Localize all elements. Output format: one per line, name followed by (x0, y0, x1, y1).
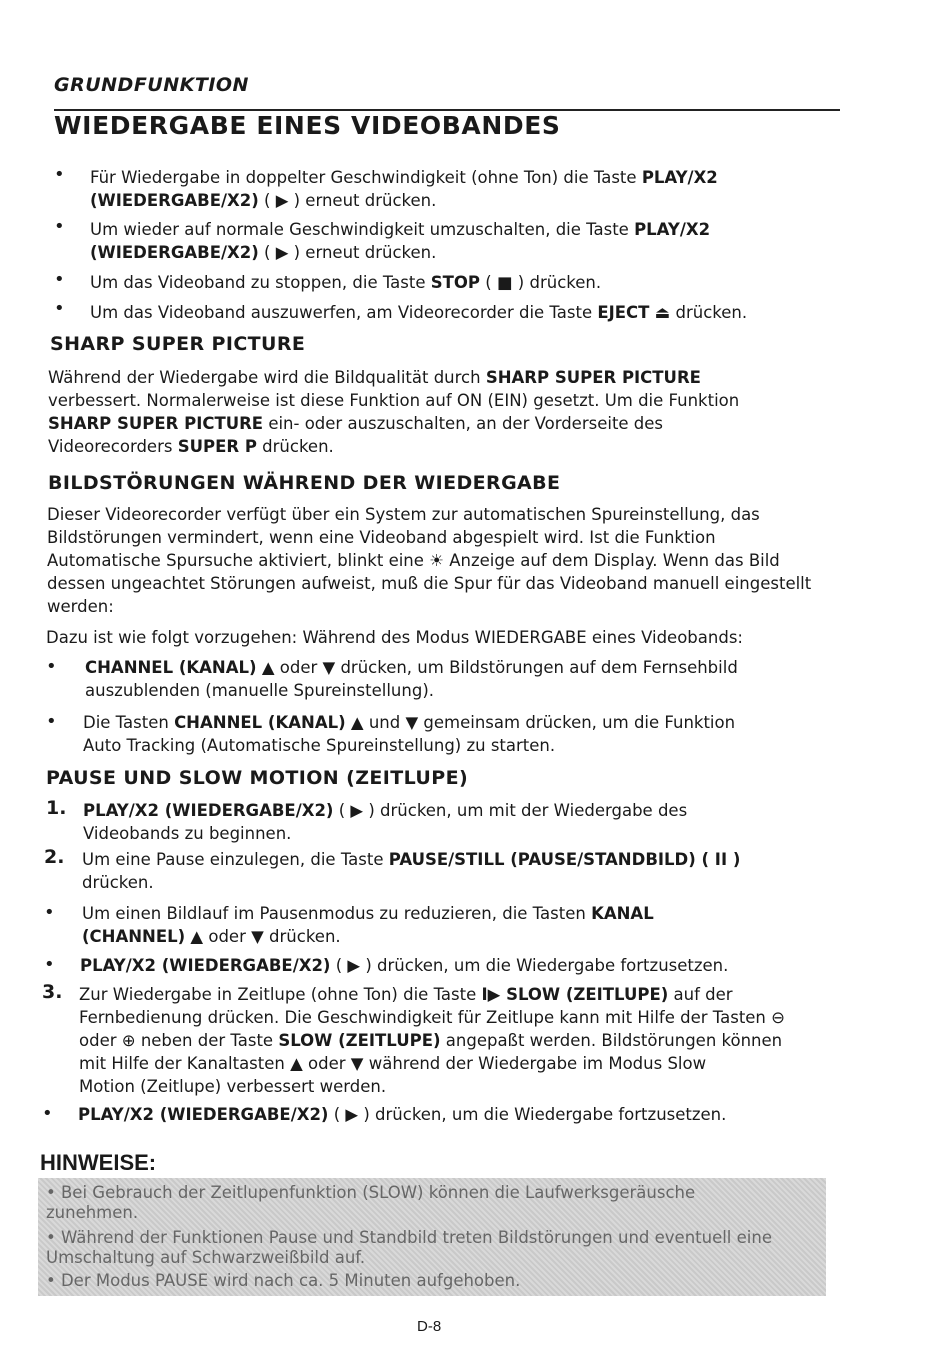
pause-key: PLAY/X2 (WIEDERGABE/X2) (83, 801, 334, 820)
pause-text: oder ⊕ neben der Taste (79, 1031, 279, 1050)
pause-key: PAUSE/STILL (PAUSE/STANDBILD) ( II ) (388, 850, 741, 869)
pause-bullet-1 (82, 902, 842, 948)
note-line: Umschaltung auf Schwarzweißbild auf. (46, 1248, 366, 1267)
bullet-text: ⏏ drücken. (649, 303, 748, 322)
bullet-text: ( ■ ) drücken. (480, 273, 602, 292)
noise-line: werden: (47, 597, 114, 616)
noise-procedure: Dazu ist wie folgt vorzugehen: Während des Modus WIEDERGABE eines Videobands: (46, 628, 743, 647)
noise-bullet-2 (83, 711, 843, 757)
pause-key: PLAY/X2 (WIEDERGABE/X2) (80, 956, 331, 975)
bullet-text: Für Wiedergabe in doppelter Geschwindigkeit (ohne Ton) die Taste (90, 168, 642, 187)
bullet-key: (WIEDERGABE/X2) (90, 191, 259, 210)
noise-text: ▲ oder ▼ drücken, um Bildstörungen auf dem Fernsehbild (256, 658, 738, 677)
noise-text: Auto Tracking (Automatische Spureinstellung) zu starten. (83, 736, 556, 755)
bullet-text: Um das Videoband auszuwerfen, am Videorecorder die Taste (90, 303, 598, 322)
bullet-dot: • (54, 298, 65, 319)
noise-key: CHANNEL (KANAL) (174, 713, 346, 732)
pause-key: SLOW (ZEITLUPE) (278, 1031, 441, 1050)
ssp-text: drücken. (256, 437, 334, 456)
intro-bullet-4 (90, 301, 820, 324)
pause-bullet-2 (80, 954, 840, 977)
bullet-dot: • (54, 216, 65, 237)
pause-step-3 (79, 983, 849, 1098)
intro-bullet-3 (90, 271, 820, 294)
pause-text: ( ▶ ) drücken, um die Wiedergabe fortzusetzen. (330, 956, 729, 975)
note-line: • Während der Funktionen Pause und Standbild treten Bildstörungen und eventuell eine (46, 1228, 772, 1247)
noise-line: Automatische Spursuche aktiviert, blinkt eine ☀ Anzeige auf dem Display. Wenn das Bild (47, 551, 780, 570)
noise-key: CHANNEL (KANAL) (85, 658, 257, 677)
ssp-heading: SHARP SUPER PICTURE (50, 333, 306, 355)
ssp-key: SHARP SUPER PICTURE (485, 368, 701, 387)
section-label: GRUNDFUNKTION (54, 74, 249, 96)
bullet-dot: • (44, 954, 55, 975)
pause-text: Zur Wiedergabe in Zeitlupe (ohne Ton) die Taste (79, 985, 482, 1004)
pause-text: Fernbedienung drücken. Die Geschwindigkeit für Zeitlupe kann mit Hilfe der Tasten ⊖ (79, 1008, 785, 1027)
bullet-text: Um wieder auf normale Geschwindigkeit umzuschalten, die Taste (90, 220, 635, 239)
noise-heading: BILDSTÖRUNGEN WÄHREND DER WIEDERGABE (48, 472, 561, 494)
notes-heading: HINWEISE: (40, 1150, 157, 1175)
ssp-text: verbessert. Normalerweise ist diese Funktion auf ON (EIN) gesetzt. Um die Funktion (48, 391, 740, 410)
page-number: D-8 (417, 1318, 442, 1335)
ssp-text: Während der Wiedergabe wird die Bildqualität durch (48, 368, 486, 387)
page-title: WIEDERGABE EINES VIDEOBANDES (54, 111, 561, 140)
bullet-text: Um das Videoband zu stoppen, die Taste (90, 273, 431, 292)
bullet-dot: • (42, 1103, 53, 1124)
noise-line: dessen ungeachtet Störungen aufweist, muß die Spur für das Videoband manuell eingestellt (47, 574, 812, 593)
pause-text: mit Hilfe der Kanaltasten ▲ oder ▼ während der Wiedergabe im Modus Slow (79, 1054, 707, 1073)
intro-bullet-2 (90, 218, 820, 264)
ssp-key: SHARP SUPER PICTURE (48, 414, 264, 433)
bullet-key: PLAY/X2 (634, 220, 711, 239)
bullet-dot: • (54, 269, 65, 290)
bullet-key: STOP (430, 273, 481, 292)
noise-paragraph (47, 503, 847, 618)
bullet-dot: • (46, 656, 57, 677)
bullet-key: (WIEDERGABE/X2) (90, 243, 259, 262)
noise-line: Bildstörungen vermindert, wenn eine Videoband abgespielt wird. Ist die Funktion (47, 528, 716, 547)
pause-text: Um eine Pause einzulegen, die Taste (82, 850, 389, 869)
pause-text: Um einen Bildlauf im Pausenmodus zu reduzieren, die Tasten (82, 904, 592, 923)
step-number: 2. (44, 846, 65, 868)
pause-step-1 (83, 799, 843, 845)
pause-key: KANAL (591, 904, 654, 923)
intro-bullet-1 (90, 166, 820, 212)
pause-key: I▶ SLOW (ZEITLUPE) (481, 985, 669, 1004)
pause-text: auf der (668, 985, 733, 1004)
noise-line: Dieser Videorecorder verfügt über ein System zur automatischen Spureinstellung, das (47, 505, 760, 524)
pause-text: Videobands zu beginnen. (83, 824, 292, 843)
ssp-text: Videorecorders (48, 437, 178, 456)
step-number: 1. (46, 797, 67, 819)
noise-text: auszublenden (manuelle Spureinstellung). (85, 681, 435, 700)
noise-text: Die Tasten (83, 713, 175, 732)
note-line: • Bei Gebrauch der Zeitlupenfunktion (SLOW) können die Laufwerksgeräusche (46, 1183, 696, 1202)
note-line: • Der Modus PAUSE wird nach ca. 5 Minuten aufgehoben. (46, 1271, 521, 1290)
ssp-paragraph (48, 366, 828, 458)
ssp-text: ein- oder auszuschalten, an der Vorderseite des (263, 414, 664, 433)
bullet-dot: • (46, 711, 57, 732)
pause-text: drücken. (82, 873, 154, 892)
ssp-key: SUPER P (177, 437, 257, 456)
bullet-key: PLAY/X2 (641, 168, 718, 187)
step-number: 3. (42, 981, 63, 1003)
noise-text: ▲ und ▼ gemeinsam drücken, um die Funktion (345, 713, 736, 732)
pause-text: Motion (Zeitlupe) verbessert werden. (79, 1077, 387, 1096)
pause-key: PLAY/X2 (WIEDERGABE/X2) (78, 1105, 329, 1124)
pause-text: ( ▶ ) drücken, um die Wiedergabe fortzusetzen. (328, 1105, 727, 1124)
pause-text: ▲ oder ▼ drücken. (185, 927, 341, 946)
pause-step-2 (82, 848, 842, 894)
pause-text: ( ▶ ) drücken, um mit der Wiedergabe des (333, 801, 688, 820)
pause-bullet-3 (78, 1103, 848, 1126)
bullet-text: ( ▶ ) erneut drücken. (258, 191, 437, 210)
bullet-dot: • (44, 902, 55, 923)
bullet-key: EJECT (597, 303, 650, 322)
notes-box (38, 1178, 826, 1296)
bullet-dot: • (54, 164, 65, 185)
note-line: zunehmen. (46, 1203, 139, 1222)
pause-key: (CHANNEL) (82, 927, 186, 946)
pause-heading: PAUSE UND SLOW MOTION (ZEITLUPE) (46, 767, 469, 789)
noise-bullet-1 (85, 656, 845, 702)
pause-text: angepaßt werden. Bildstörungen können (440, 1031, 783, 1050)
bullet-text: ( ▶ ) erneut drücken. (258, 243, 437, 262)
